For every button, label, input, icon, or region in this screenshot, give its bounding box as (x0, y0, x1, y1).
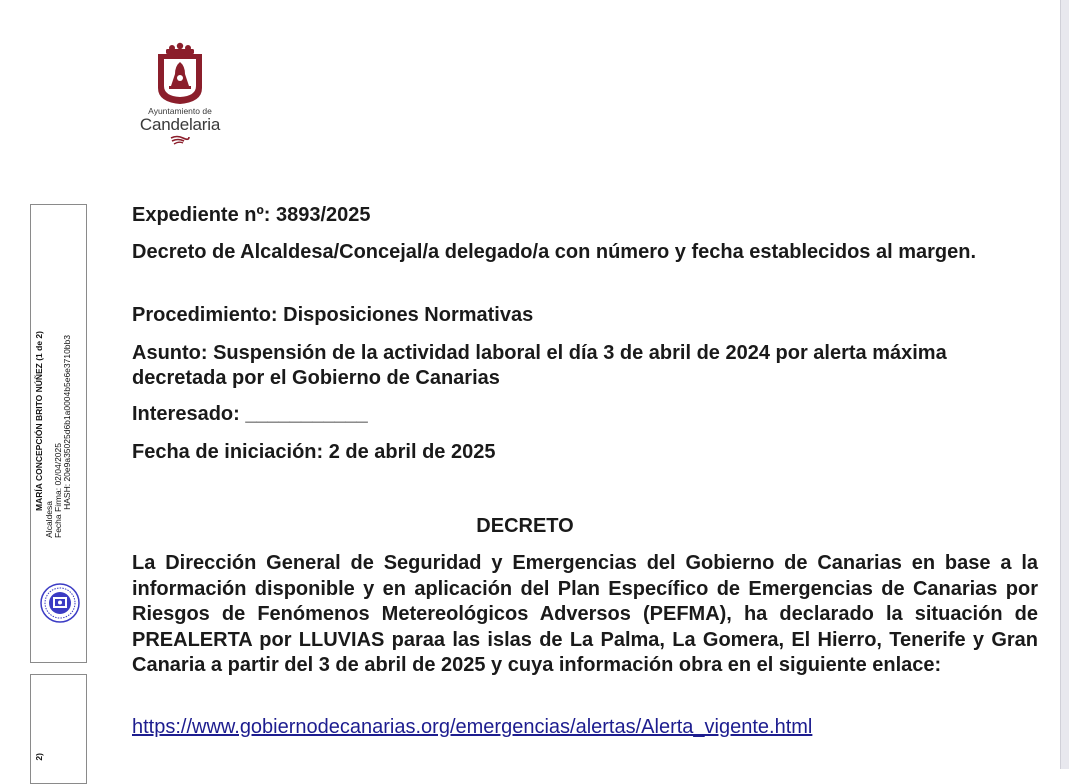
interesado: Interesado: ___________ (132, 403, 368, 425)
expediente: Expediente nº: 3893/2025 (132, 204, 371, 226)
logo-caption (128, 106, 232, 145)
logo-line1: Ayuntamiento de (148, 106, 212, 116)
signature-box (30, 204, 87, 663)
signature-hash: HASH: 20e9a35025d6b1a0004b5e6e3710bb3 (62, 335, 72, 510)
signer-role: Alcaldesa (44, 501, 54, 538)
decreto-paragraph: La Dirección General de Seguridad y Emergencias del Gobierno de Canarias en base a la información disponible y en aplicación del Plan Específico de Emergencias de Canarias por Riesgos de Fenómenos Metereológicos Adversos (PEFMA), ha declarado la situación de PREALERTA por LLUVIAS paraa las islas de La Palma, La Gomera, El Hierro, Tenerife y Gran Canaria a partir del 3 de abril de 2025 y cuya información obra en el siguiente enlace: (132, 552, 1038, 676)
section-title: DECRETO (476, 515, 574, 537)
signer-name: MARÍA CONCEPCIÓN BRITO NÚÑEZ (1 de 2) (34, 331, 44, 511)
decreto-line: Decreto de Alcaldesa/Concejal/a delegado/a con número y fecha establecidos al margen. (132, 241, 977, 263)
logo-wave-icon (169, 135, 191, 145)
fecha-iniciacion: Fecha de iniciación: 2 de abril de 2025 (132, 441, 496, 463)
vertical-scrollbar[interactable] (1060, 0, 1069, 769)
logo-line2: Candelaria (139, 115, 221, 134)
alert-link[interactable]: https://www.gobiernodecanarias.org/emergencias/alertas/Alerta_vigente.html (132, 716, 813, 738)
signer-page-marker: 2) (34, 753, 44, 761)
official-seal-icon (40, 583, 80, 623)
signature-date: Fecha Firma: 02/04/2025 (53, 443, 63, 538)
asunto: Asunto: Suspensión de la actividad laboral el día 3 de abril de 2024 por alerta máxima decretada por el Gobierno de Canarias (132, 342, 947, 389)
signature-box-2 (30, 674, 87, 784)
procedimiento: Procedimiento: Disposiciones Normativas (132, 304, 534, 326)
